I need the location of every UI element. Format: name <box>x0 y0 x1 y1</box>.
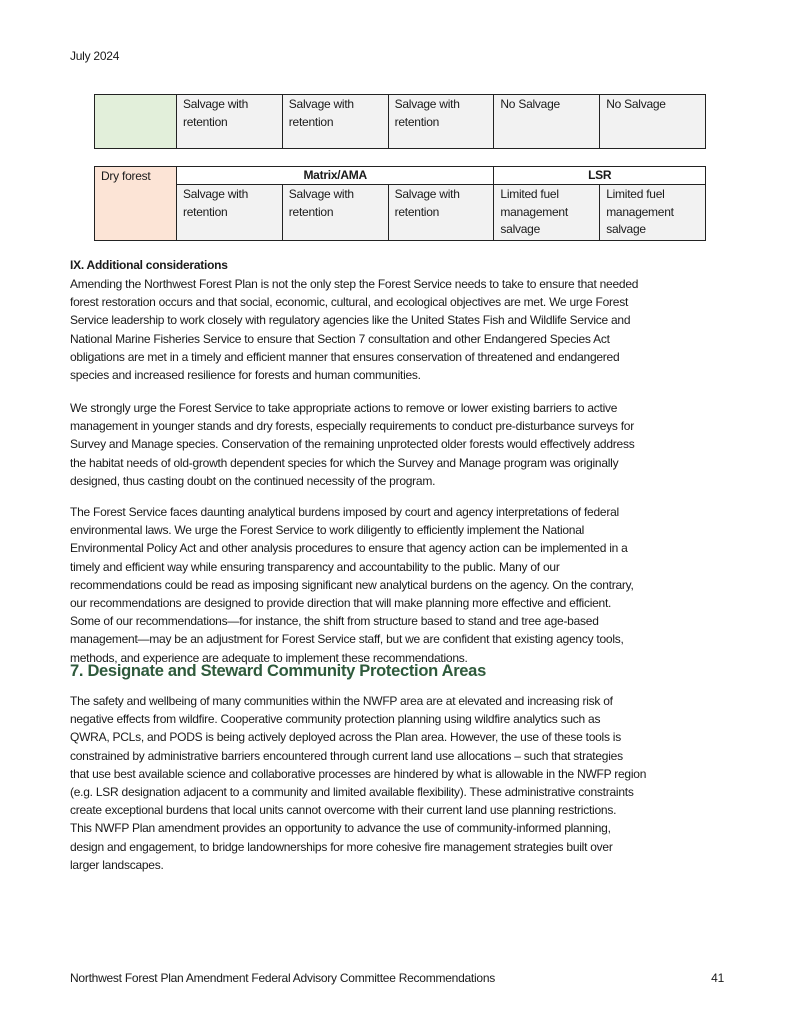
text-line: Survey and Manage species. Conservation of the remaining unprotected older forests would effectively address <box>70 437 635 452</box>
table-cell: Salvage with retention <box>177 185 283 241</box>
footer-title: Northwest Forest Plan Amendment Federal Advisory Committee Recommendations <box>70 971 496 985</box>
group-header: LSR <box>494 167 706 185</box>
table-cell: Limited fuel management salvage <box>494 185 600 241</box>
text-line: that use best available science and collaborative processes are hindered by what is allowable in the NWFP region <box>70 766 647 781</box>
salvage-table-moist <box>94 94 706 149</box>
text-line: Service leadership to work closely with regulatory agencies like the United States Fish and Wildlife Service and <box>70 313 631 328</box>
text-line: recommendations could be read as imposing significant new analytical burdens on the agency. On the contrary, <box>70 577 634 592</box>
section-heading: IX. Additional considerations <box>70 258 228 272</box>
text-line: management in younger stands and dry forests, especially requirements to conduct pre-disturbance surveys for <box>70 419 634 434</box>
text-line: We strongly urge the Forest Service to take appropriate actions to remove or lower existing barriers to active <box>70 401 618 415</box>
text-line: methods, and experience are adequate to implement these recommendations. <box>70 650 468 665</box>
text-line: obligations are met in a timely and efficient manner that ensures conservation of threatened and endangered <box>70 349 620 364</box>
text-line: (e.g. LSR designation adjacent to a community and limited available flexibility). These administrative constraints <box>70 784 634 799</box>
text-line: Environmental Policy Act and other analysis procedures to ensure that agency action can be implemented in a <box>70 541 628 556</box>
text-line: timely and efficient way while ensuring transparency and accountability to the public. Many of our <box>70 559 560 574</box>
page-number: 41 <box>711 971 724 985</box>
text-line: QWRA, PCLs, and PODS is being actively deployed across the Plan area. However, the use of these tools is <box>70 730 621 745</box>
table-cell: No Salvage <box>600 95 706 149</box>
row-label-cell <box>95 95 177 149</box>
text-line: Some of our recommendations—for instance, the shift from structure based to stand and tree age-based <box>70 614 599 629</box>
salvage-table-dry <box>94 166 706 241</box>
text-line: the habitat needs of old-growth dependent species for which the Survey and Manage program was originally <box>70 455 619 470</box>
text-line: The Forest Service faces daunting analytical burdens imposed by court and agency interpretations of federal <box>70 505 619 519</box>
text-line: create exceptional burdens that local units cannot overcome with their current land use planning restrictions. <box>70 803 617 818</box>
text-line: This NWFP Plan amendment provides an opportunity to advance the use of community-informed planning, <box>70 821 611 836</box>
text-line: Amending the Northwest Forest Plan is not the only step the Forest Service needs to take to ensure that needed <box>70 277 639 291</box>
text-line: National Marine Fisheries Service to ensure that Section 7 consultation and other Endangered Species Act <box>70 331 610 346</box>
table-cell: Salvage with retention <box>388 185 494 241</box>
text-line: larger landscapes. <box>70 857 164 872</box>
text-line: species and increased resilience for forests and human communities. <box>70 367 421 382</box>
text-line: The safety and wellbeing of many communities within the NWFP area are at elevated and increasing risk of <box>70 694 613 708</box>
text-line: environmental laws. We urge the Forest Service to work diligently to efficiently implement the National <box>70 523 585 538</box>
text-line: management—may be an adjustment for Forest Service staff, but we are confident that existing agency tools, <box>70 632 624 647</box>
paragraph <box>70 692 730 874</box>
paragraph <box>70 399 730 490</box>
text-line: negative effects from wildfire. Cooperative community protection planning using wildfire analytics such as <box>70 712 601 727</box>
text-line: constrained by administrative barriers encountered through current land use allocations – such that strategies <box>70 748 623 763</box>
table-cell: Salvage with retention <box>388 95 494 149</box>
group-header: Matrix/AMA <box>177 167 494 185</box>
row-label-cell: Dry forest <box>95 167 177 241</box>
table-cell: Salvage with retention <box>282 185 388 241</box>
text-line: design and engagement, to bridge landownerships for more cohesive fire management strategies built over <box>70 839 613 854</box>
table-cell: No Salvage <box>494 95 600 149</box>
text-line: designed, thus casting doubt on the continued necessity of the program. <box>70 473 436 488</box>
text-line: our recommendations are designed to provide direction that will make planning more effective and efficient. <box>70 595 612 610</box>
text-line: forest restoration occurs and that social, economic, cultural, and ecological objectives are met. We urge Forest <box>70 295 629 310</box>
paragraph <box>70 275 730 384</box>
table-cell: Salvage with retention <box>282 95 388 149</box>
table-cell: Salvage with retention <box>177 95 283 149</box>
table-cell: Limited fuel management salvage <box>600 185 706 241</box>
header-date: July 2024 <box>70 49 120 63</box>
paragraph <box>70 503 730 667</box>
section-heading: 7. Designate and Steward Community Protection Areas <box>70 662 486 680</box>
footer <box>70 971 724 985</box>
